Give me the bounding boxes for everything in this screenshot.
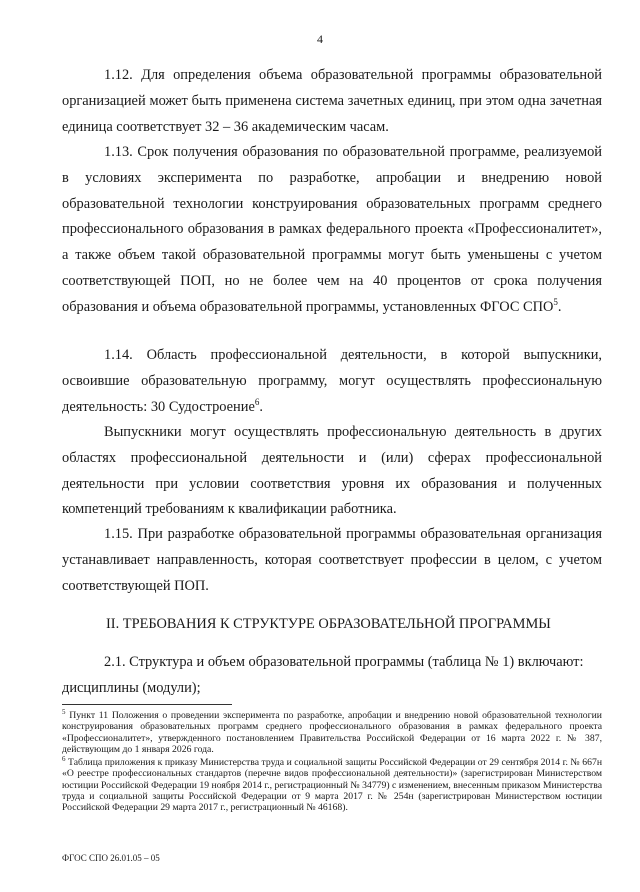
paragraph-text: 1.15. При разработке образовательной программы образовательная организация устанавливает направленность, которая соответствует профессии в целом, с учетом соответствующей ПОП.: [62, 526, 602, 594]
paragraph-text: Выпускники могут осуществлять профессиональную деятельность в других областях профессиональной деятельности и (или) сферах профессиональной деятельности при условии соответствия уровня их образования и полученных компетенций требованиям к квалификации работника.: [62, 424, 602, 518]
paragraph-end: .: [259, 398, 263, 415]
list-item: дисциплины (модули);: [62, 680, 201, 696]
footnote-5: [62, 707, 602, 755]
paragraph-text: 2.1. Структура и объем образовательной программы (таблица № 1) включают:: [104, 654, 584, 670]
paragraph-1-15: [62, 522, 602, 599]
footnote-mark: 6: [62, 754, 66, 763]
paragraph-1-13: [62, 140, 602, 321]
paragraph-2-1-item: [62, 676, 602, 702]
paragraph-text: 1.12. Для определения объема образовательной программы образовательной организацией может быть применена система зачетных единиц, при этом одна зачетная единица соответствует 32 – 36 академическим часам.: [62, 67, 602, 135]
footnote-text: Таблица приложения к приказу Министерства труда и социальной защиты Российской Федерации от 29 сентября 2014 г. № 667н «О реестре профессиональных стандартов (перечне видов профессиональной деятельности)» (зарегистрирован Министерством юстиции Российской Федерации 19 ноября 2014 г., регистрационный № 34779) с изменением, внесенным приказом Министерства труда и социальной защиты Российской Федерации от 9 марта 2017 г. № 254н (зарегистрирован Министерством юстиции Российской Федерации 29 марта 2017 г., регистрационный № 46168).: [62, 757, 602, 814]
footnote-divider: [62, 704, 232, 705]
footnote-ref[interactable]: 5: [553, 296, 558, 307]
paragraph-1-12: [62, 63, 602, 140]
paragraph-1-14: [62, 343, 602, 420]
paragraph-graduates: [62, 420, 602, 523]
footnote-mark: 5: [62, 707, 66, 716]
footnote-6: [62, 754, 602, 814]
footnote-ref[interactable]: 6: [254, 396, 260, 407]
paragraph-2-1: [62, 650, 602, 676]
paragraph-end: .: [557, 298, 562, 315]
section-heading: II. ТРЕБОВАНИЯ К СТРУКТУРЕ ОБРАЗОВАТЕЛЬНОЙ ПРОГРАММЫ: [106, 616, 551, 632]
paragraph-text: 1.13. Срок получения образования по образовательной программе, реализуемой в условиях эксперимента по разработке, апробации и внедрению новой образовательной технологии конструирования образовательных программ среднего профессионального образования в рамках федерального проекта «Профессионалитет», а также объем такой образовательной программы могут быть уменьшены с учетом соответствующей ПОП, но не более чем на 40 процентов от срока получения образования и объема образовательной программы, установленных ФГОС СПО: [62, 144, 602, 315]
page-number: 4: [317, 32, 323, 46]
paragraph-text: 1.14. Область профессиональной деятельности, в которой выпускники, освоившие образовательную программу, могут осуществлять профессиональную деятельность: 30 Судостроение: [62, 347, 602, 415]
document-code: ФГОС СПО 26.01.05 – 05: [62, 853, 160, 863]
footnote-text: Пункт 11 Положения о проведении эксперимента по разработке, апробации и внедрению новой образовательной технологии конструирования образовательных программ среднего профессионального образования в рамках федерального проекта «Профессионалитет», утвержденного постановлением Правительства Российской Федерации от 16 марта 2022 г. № 387, действующим до 1 января 2026 года.: [62, 710, 602, 755]
